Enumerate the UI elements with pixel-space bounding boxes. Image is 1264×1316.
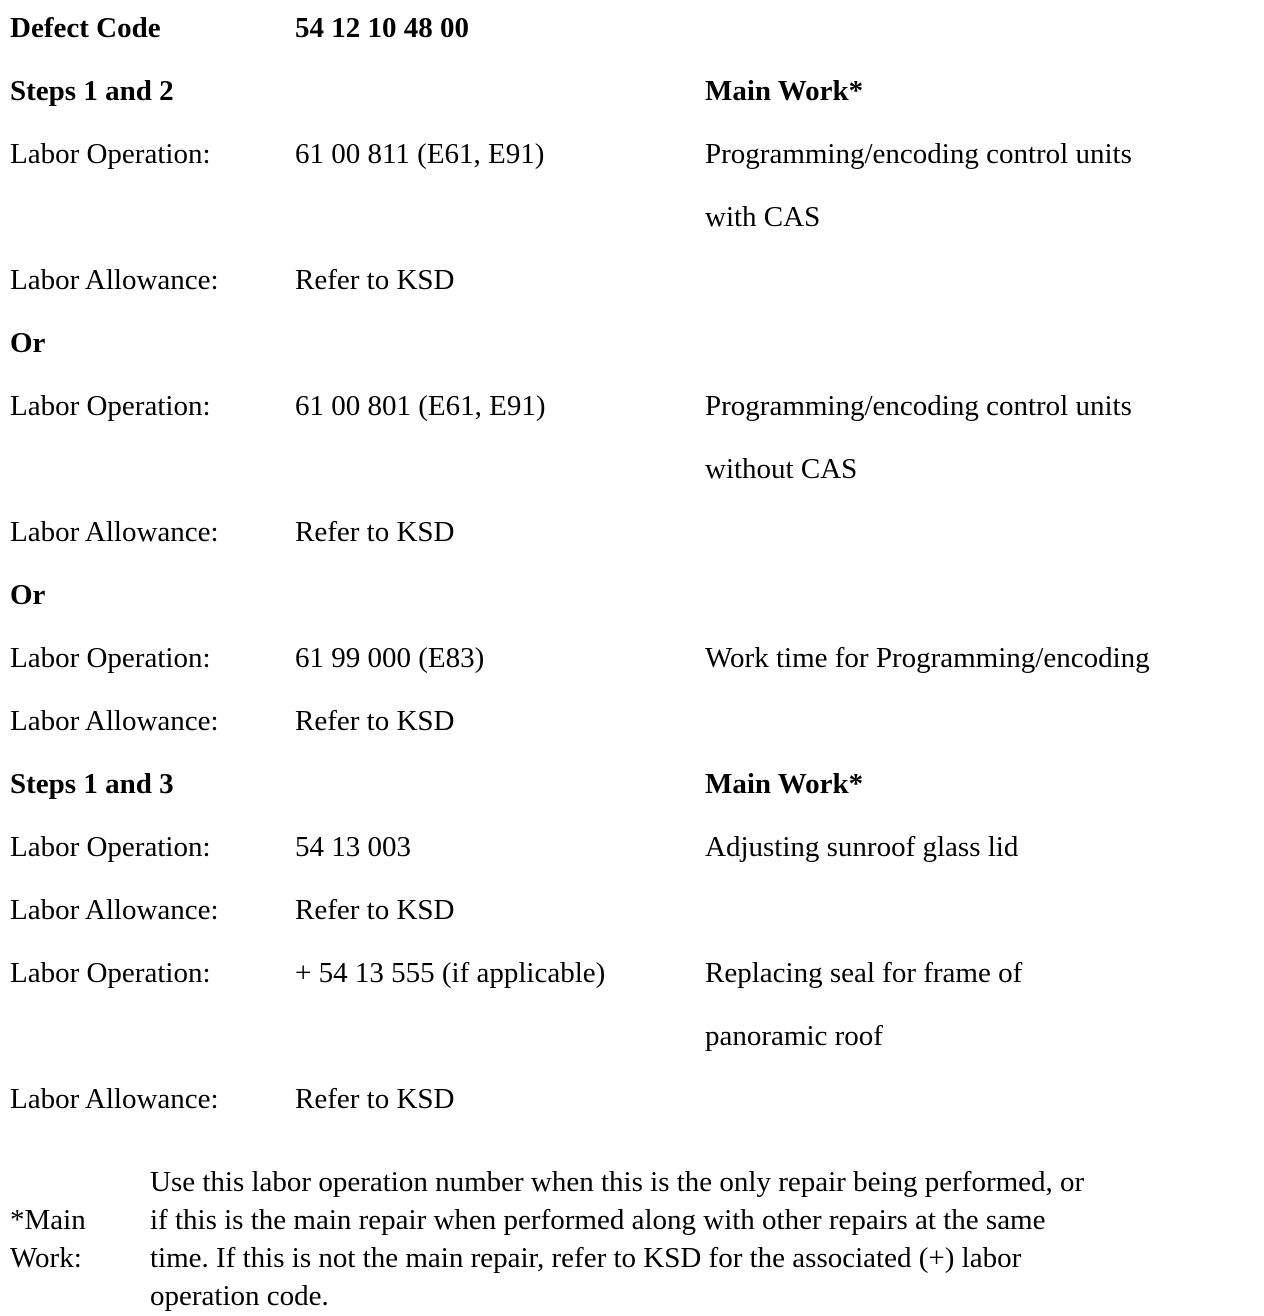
labor-row xyxy=(10,705,1264,768)
footnote xyxy=(10,1163,1264,1315)
row-label: Labor Operation: xyxy=(10,138,211,170)
row-label: Labor Allowance: xyxy=(10,894,219,926)
labor-row xyxy=(10,579,1264,642)
footnote-text xyxy=(150,1163,1084,1315)
labor-row xyxy=(10,12,1264,75)
row-value: 54 13 003 xyxy=(295,831,411,863)
row-label: Labor Operation: xyxy=(10,957,211,989)
row-label: Labor Allowance: xyxy=(10,1083,219,1115)
labor-row xyxy=(10,642,1264,705)
row-label: Or xyxy=(10,579,46,611)
labor-row xyxy=(10,957,1264,1020)
row-label: Defect Code xyxy=(10,12,161,44)
footnote-text-line: operation code. xyxy=(150,1280,329,1312)
labor-row xyxy=(10,1020,1264,1083)
labor-row xyxy=(10,327,1264,390)
row-label: Labor Operation: xyxy=(10,642,211,674)
row-value: + 54 13 555 (if applicable) xyxy=(295,957,606,989)
row-value: Refer to KSD xyxy=(295,1083,455,1115)
row-label: Steps 1 and 2 xyxy=(10,75,174,107)
row-label: Labor Allowance: xyxy=(10,516,219,548)
labor-row xyxy=(10,264,1264,327)
row-description: panoramic roof xyxy=(705,1020,883,1052)
labor-row xyxy=(10,138,1264,201)
labor-row xyxy=(10,75,1264,138)
labor-row xyxy=(10,768,1264,831)
row-description: without CAS xyxy=(705,453,858,485)
row-value: Refer to KSD xyxy=(295,894,455,926)
labor-row xyxy=(10,894,1264,957)
row-description: Programming/encoding control units xyxy=(705,138,1132,170)
labor-row xyxy=(10,516,1264,579)
footnote-text-line: Use this labor operation number when this is the only repair being performed, or xyxy=(150,1166,1085,1198)
row-description: Adjusting sunroof glass lid xyxy=(705,831,1019,863)
footnote-label-line: *Main xyxy=(10,1204,86,1236)
row-description: Work time for Programming/encoding xyxy=(705,642,1150,674)
footnote-text-line: time. If this is not the main repair, refer to KSD for the associated (+) labor xyxy=(150,1242,1022,1274)
row-label: Labor Operation: xyxy=(10,390,211,422)
row-description: Replacing seal for frame of xyxy=(705,957,1023,989)
row-value: 61 00 801 (E61, E91) xyxy=(295,390,546,422)
labor-row xyxy=(10,1083,1264,1146)
row-label: Labor Allowance: xyxy=(10,264,219,296)
labor-row xyxy=(10,453,1264,516)
row-label: Labor Operation: xyxy=(10,831,211,863)
labor-row xyxy=(10,831,1264,894)
footnote-label xyxy=(10,1201,150,1315)
footnote-label-line: Work: xyxy=(10,1242,82,1274)
labor-row xyxy=(10,201,1264,264)
row-value: 54 12 10 48 00 xyxy=(295,12,469,44)
row-value: 61 00 811 (E61, E91) xyxy=(295,138,545,170)
row-value: Refer to KSD xyxy=(295,264,455,296)
labor-row xyxy=(10,390,1264,453)
row-label: Labor Allowance: xyxy=(10,705,219,737)
row-value: 61 99 000 (E83) xyxy=(295,642,485,674)
row-description: Programming/encoding control units xyxy=(705,390,1132,422)
row-label: Steps 1 and 3 xyxy=(10,768,174,800)
row-label: Or xyxy=(10,327,46,359)
row-description: Main Work* xyxy=(705,768,864,800)
row-value: Refer to KSD xyxy=(295,516,455,548)
labor-operations-table xyxy=(10,12,1264,1146)
footnote-text-line: if this is the main repair when performed along with other repairs at the same xyxy=(150,1204,1046,1236)
row-description: Main Work* xyxy=(705,75,864,107)
row-value: Refer to KSD xyxy=(295,705,455,737)
row-description: with CAS xyxy=(705,201,821,233)
